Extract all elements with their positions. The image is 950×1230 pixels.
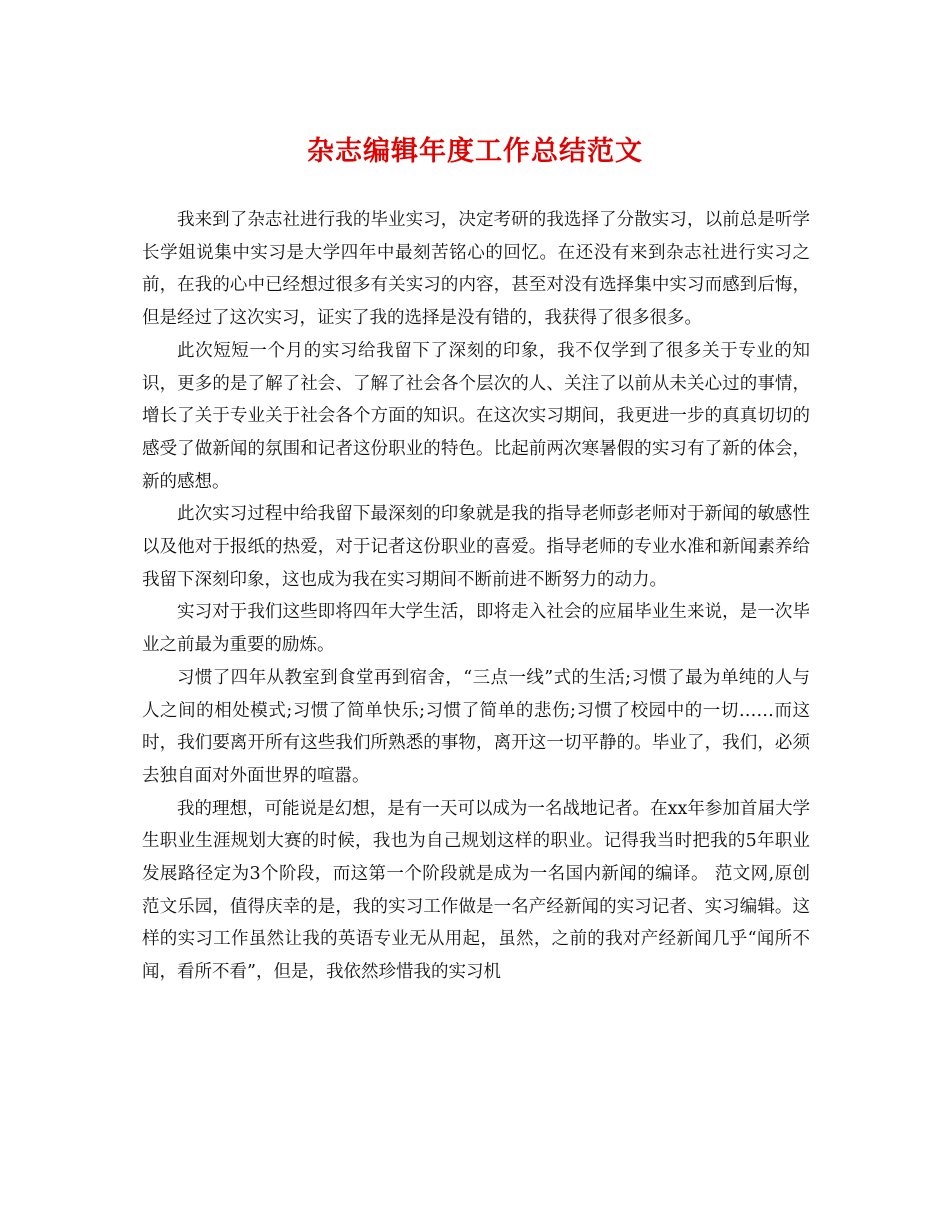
- paragraph-3: 此次实习过程中给我留下最深刻的印象就是我的指导老师彭老师对于新闻的敏感性以及他对于报纸的热爱，对于记者这份职业的喜爱。指导老师的专业水准和新闻素养给我留下深刻印象，这也成为我在实习期间不断前进不断努力的动力。: [142, 504, 810, 590]
- paragraph-5: 习惯了四年从教室到食堂再到宿舍，“三点一线”式的生活;习惯了最为单纯的人与人之间的相处模式;习惯了简单快乐;习惯了简单的悲伤;习惯了校园中的一切……而这时，我们要离开所有这些我们所熟悉的事物，离开这一切平静的。毕业了，我们，必须去独自面对外面世界的喧嚣。: [142, 667, 810, 786]
- document-body: [142, 204, 810, 989]
- paragraph-4: 实习对于我们这些即将四年大学生活，即将走入社会的应届毕业生来说，是一次毕业之前最为重要的励炼。: [142, 602, 810, 656]
- document-title: 杂志编辑年度工作总结范文: [307, 136, 643, 167]
- paragraph-6: 我的理想，可能说是幻想，是有一天可以成为一名战地记者。在xx年参加首届大学生职业生涯规划大赛的时候，我也为自己规划这样的职业。记得我当时把我的5年职业发展路径定为3个阶段，而这第一个阶段就是成为一名国内新闻的编译。 范文网,原创范文乐园，值得庆幸的是，我的实习工作做是一名产经新闻的实习记者、实习编辑。这样的实习工作虽然让我的英语专业无从用起，虽然，之前的我对产经新闻几乎“闻所不闻，看所不看”，但是，我依然珍惜我的实习机: [142, 798, 810, 983]
- paragraph-2: 此次短短一个月的实习给我留下了深刻的印象，我不仅学到了很多关于专业的知识，更多的是了解了社会、了解了社会各个层次的人、关注了以前从未关心过的事情，增长了关于专业关于社会各个方面的知识。在这次实习期间，我更进一步的真真切切的感受了做新闻的氛围和记者这份职业的特色。比起前两次寒暑假的实习有了新的体会，新的感想。: [142, 340, 810, 492]
- paragraph-1: 我来到了杂志社进行我的毕业实习，决定考研的我选择了分散实习，以前总是听学长学姐说集中实习是大学四年中最刻苦铭心的回忆。在还没有来到杂志社进行实习之前，在我的心中已经想过很多有关实习的内容，甚至对没有选择集中实习而感到后悔，但是经过了这次实习，证实了我的选择是没有错的，我获得了很多很多。: [142, 210, 810, 329]
